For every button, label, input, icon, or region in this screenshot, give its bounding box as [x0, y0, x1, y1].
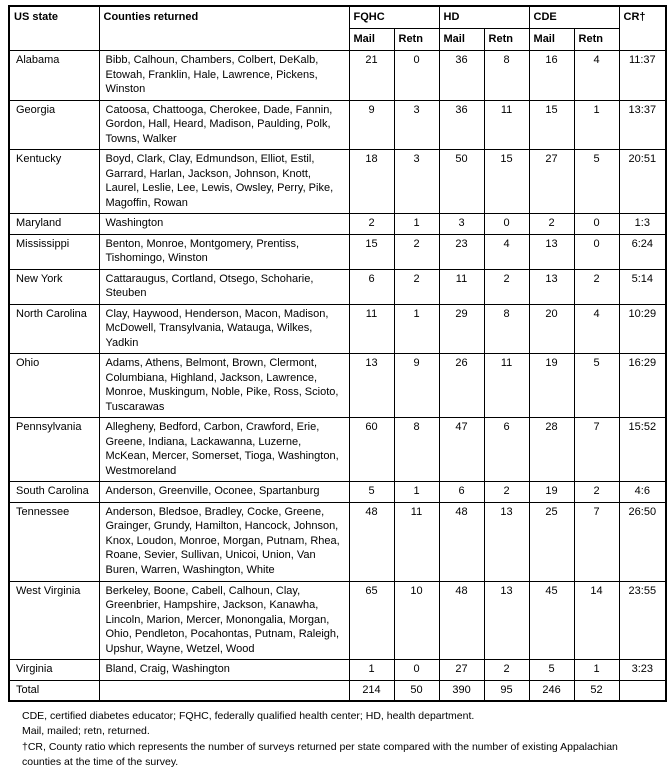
header-fqhc-mail: Mail [349, 29, 394, 51]
hd-retn-cell: 11 [484, 354, 529, 418]
total-cr [619, 680, 666, 701]
hd-mail-cell: 48 [439, 581, 484, 660]
fqhc-mail-cell: 48 [349, 502, 394, 581]
hd-retn-cell: 8 [484, 304, 529, 354]
hd-retn-cell: 6 [484, 418, 529, 482]
cde-retn-cell: 1 [574, 100, 619, 150]
table-row [9, 51, 666, 101]
table-row [9, 354, 666, 418]
total-counties-cell [99, 680, 349, 701]
fqhc-retn-cell: 9 [394, 354, 439, 418]
survey-returns-table [8, 5, 667, 702]
cr-cell: 11:37 [619, 51, 666, 101]
counties-cell: Allegheny, Bedford, Carbon, Crawford, Erie, Greene, Indiana, Lackawanna, Luzerne, McKean, Mercer, Somerset, Tioga, Washington, Westmoreland [99, 418, 349, 482]
cde-retn-cell: 5 [574, 354, 619, 418]
hd-mail-cell: 47 [439, 418, 484, 482]
cde-mail-cell: 19 [529, 482, 574, 503]
cde-retn-cell: 7 [574, 418, 619, 482]
cr-cell: 26:50 [619, 502, 666, 581]
fqhc-mail-cell: 1 [349, 660, 394, 681]
state-cell: New York [9, 269, 99, 304]
fqhc-retn-cell: 10 [394, 581, 439, 660]
cde-mail-cell: 27 [529, 150, 574, 214]
header-group-cde: CDE [529, 6, 619, 29]
state-cell: North Carolina [9, 304, 99, 354]
header-group-fqhc: FQHC [349, 6, 439, 29]
state-cell: Pennsylvania [9, 418, 99, 482]
page [8, 5, 665, 770]
hd-retn-cell: 13 [484, 502, 529, 581]
table-row [9, 502, 666, 581]
counties-cell: Berkeley, Boone, Cabell, Calhoun, Clay, Greenbrier, Hampshire, Jackson, Kanawha, Lincoln, Marion, Mercer, Monongalia, Morgan, Ohio, Pendleton, Pocahontas, Putnam, Raleigh, Upshur, Wayne, Wetzel, Wood [99, 581, 349, 660]
fqhc-retn-cell: 3 [394, 100, 439, 150]
total-fqhc-mail: 214 [349, 680, 394, 701]
footnotes [22, 709, 658, 770]
total-label: Total [9, 680, 99, 701]
cr-cell: 20:51 [619, 150, 666, 214]
state-cell: Alabama [9, 51, 99, 101]
total-row [9, 680, 666, 701]
fqhc-retn-cell: 0 [394, 51, 439, 101]
state-cell: Georgia [9, 100, 99, 150]
fqhc-mail-cell: 60 [349, 418, 394, 482]
cr-cell: 3:23 [619, 660, 666, 681]
counties-cell: Benton, Monroe, Montgomery, Prentiss, Tishomingo, Winston [99, 234, 349, 269]
counties-cell: Washington [99, 214, 349, 235]
hd-retn-cell: 2 [484, 482, 529, 503]
counties-cell: Cattaraugus, Cortland, Otsego, Schoharie, Steuben [99, 269, 349, 304]
cr-cell: 4:6 [619, 482, 666, 503]
header-hd-mail: Mail [439, 29, 484, 51]
cde-retn-cell: 2 [574, 482, 619, 503]
hd-mail-cell: 27 [439, 660, 484, 681]
cde-retn-cell: 0 [574, 214, 619, 235]
cde-retn-cell: 4 [574, 304, 619, 354]
table-row [9, 660, 666, 681]
fqhc-mail-cell: 65 [349, 581, 394, 660]
cr-cell: 5:14 [619, 269, 666, 304]
state-cell: Ohio [9, 354, 99, 418]
table-row [9, 234, 666, 269]
cr-cell: 13:37 [619, 100, 666, 150]
fqhc-retn-cell: 2 [394, 269, 439, 304]
table-row [9, 269, 666, 304]
fqhc-retn-cell: 11 [394, 502, 439, 581]
cr-cell: 6:24 [619, 234, 666, 269]
fqhc-mail-cell: 21 [349, 51, 394, 101]
counties-cell: Adams, Athens, Belmont, Brown, Clermont, Columbiana, Highland, Jackson, Lawrence, Monroe, Muskingum, Noble, Pike, Ross, Scioto, Tuscarawas [99, 354, 349, 418]
hd-retn-cell: 11 [484, 100, 529, 150]
cde-mail-cell: 5 [529, 660, 574, 681]
total-cde-mail: 246 [529, 680, 574, 701]
header-cde-retn: Retn [574, 29, 619, 51]
cde-mail-cell: 2 [529, 214, 574, 235]
cde-retn-cell: 4 [574, 51, 619, 101]
table-row [9, 150, 666, 214]
hd-retn-cell: 4 [484, 234, 529, 269]
hd-mail-cell: 36 [439, 51, 484, 101]
fqhc-mail-cell: 5 [349, 482, 394, 503]
cde-retn-cell: 7 [574, 502, 619, 581]
header-cde-mail: Mail [529, 29, 574, 51]
cr-cell: 23:55 [619, 581, 666, 660]
header-group-hd: HD [439, 6, 529, 29]
header-fqhc-retn: Retn [394, 29, 439, 51]
hd-mail-cell: 23 [439, 234, 484, 269]
cde-retn-cell: 1 [574, 660, 619, 681]
hd-retn-cell: 0 [484, 214, 529, 235]
hd-mail-cell: 36 [439, 100, 484, 150]
table-row [9, 304, 666, 354]
state-cell: Maryland [9, 214, 99, 235]
fqhc-retn-cell: 1 [394, 304, 439, 354]
cde-mail-cell: 15 [529, 100, 574, 150]
fqhc-retn-cell: 2 [394, 234, 439, 269]
fqhc-retn-cell: 0 [394, 660, 439, 681]
fqhc-mail-cell: 9 [349, 100, 394, 150]
counties-cell: Anderson, Bledsoe, Bradley, Cocke, Greene, Grainger, Grundy, Hamilton, Hancock, Johnson, Knox, Loudon, Monroe, Morgan, Putnam, Rhea, Roane, Sevier, Sullivan, Unicoi, Union, Van Buren, Warren, Washington, White [99, 502, 349, 581]
cde-mail-cell: 25 [529, 502, 574, 581]
hd-mail-cell: 48 [439, 502, 484, 581]
state-cell: Virginia [9, 660, 99, 681]
counties-cell: Bland, Craig, Washington [99, 660, 349, 681]
total-hd-mail: 390 [439, 680, 484, 701]
state-cell: West Virginia [9, 581, 99, 660]
total-hd-retn: 95 [484, 680, 529, 701]
fqhc-mail-cell: 13 [349, 354, 394, 418]
cde-retn-cell: 14 [574, 581, 619, 660]
hd-mail-cell: 50 [439, 150, 484, 214]
state-cell: Mississippi [9, 234, 99, 269]
fqhc-retn-cell: 8 [394, 418, 439, 482]
hd-mail-cell: 6 [439, 482, 484, 503]
fqhc-retn-cell: 1 [394, 482, 439, 503]
hd-mail-cell: 29 [439, 304, 484, 354]
hd-retn-cell: 15 [484, 150, 529, 214]
footnote-abbreviations: CDE, certified diabetes educator; FQHC, federally qualified health center; HD, health department. [22, 710, 475, 723]
table-row [9, 581, 666, 660]
counties-cell: Bibb, Calhoun, Chambers, Colbert, DeKalb, Etowah, Franklin, Hale, Lawrence, Pickens, Winston [99, 51, 349, 101]
cde-mail-cell: 28 [529, 418, 574, 482]
header-hd-retn: Retn [484, 29, 529, 51]
cde-mail-cell: 13 [529, 269, 574, 304]
fqhc-retn-cell: 1 [394, 214, 439, 235]
counties-cell: Clay, Haywood, Henderson, Macon, Madison, McDowell, Transylvania, Watauga, Wilkes, Yadkin [99, 304, 349, 354]
cde-mail-cell: 16 [529, 51, 574, 101]
hd-retn-cell: 2 [484, 660, 529, 681]
state-cell: Kentucky [9, 150, 99, 214]
footnote-county-ratio: †CR, County ratio which represents the number of surveys returned per state compared with the number of existing Appalachian counties at the time of the survey. [22, 740, 618, 768]
table-row [9, 482, 666, 503]
table-footer [9, 680, 666, 701]
table-header [9, 6, 666, 51]
hd-mail-cell: 11 [439, 269, 484, 304]
fqhc-mail-cell: 18 [349, 150, 394, 214]
cr-cell: 15:52 [619, 418, 666, 482]
fqhc-mail-cell: 11 [349, 304, 394, 354]
fqhc-mail-cell: 2 [349, 214, 394, 235]
cde-retn-cell: 2 [574, 269, 619, 304]
header-cr: CR† [619, 6, 666, 51]
counties-cell: Boyd, Clark, Clay, Edmundson, Elliot, Estil, Garrard, Harlan, Jackson, Johnson, Knott, Laurel, Leslie, Lee, Lewis, Owsley, Perry, Pike, Magoffin, Rowan [99, 150, 349, 214]
hd-retn-cell: 2 [484, 269, 529, 304]
state-cell: Tennessee [9, 502, 99, 581]
counties-cell: Anderson, Greenville, Oconee, Spartanburg [99, 482, 349, 503]
table-body [9, 51, 666, 681]
hd-mail-cell: 26 [439, 354, 484, 418]
table-row [9, 100, 666, 150]
fqhc-mail-cell: 6 [349, 269, 394, 304]
hd-retn-cell: 13 [484, 581, 529, 660]
table-row [9, 418, 666, 482]
header-us-state: US state [9, 6, 99, 51]
total-cde-retn: 52 [574, 680, 619, 701]
fqhc-mail-cell: 15 [349, 234, 394, 269]
state-cell: South Carolina [9, 482, 99, 503]
cde-retn-cell: 0 [574, 234, 619, 269]
cde-mail-cell: 13 [529, 234, 574, 269]
table-row [9, 214, 666, 235]
hd-retn-cell: 8 [484, 51, 529, 101]
footnote-mail-retn: Mail, mailed; retn, returned. [22, 725, 150, 738]
cr-cell: 10:29 [619, 304, 666, 354]
hd-mail-cell: 3 [439, 214, 484, 235]
cr-cell: 16:29 [619, 354, 666, 418]
cr-cell: 1:3 [619, 214, 666, 235]
header-counties-returned: Counties returned [99, 6, 349, 51]
cde-mail-cell: 19 [529, 354, 574, 418]
total-fqhc-retn: 50 [394, 680, 439, 701]
counties-cell: Catoosa, Chattooga, Cherokee, Dade, Fannin, Gordon, Hall, Heard, Madison, Paulding, Polk, Towns, Walker [99, 100, 349, 150]
fqhc-retn-cell: 3 [394, 150, 439, 214]
cde-retn-cell: 5 [574, 150, 619, 214]
cde-mail-cell: 45 [529, 581, 574, 660]
cde-mail-cell: 20 [529, 304, 574, 354]
